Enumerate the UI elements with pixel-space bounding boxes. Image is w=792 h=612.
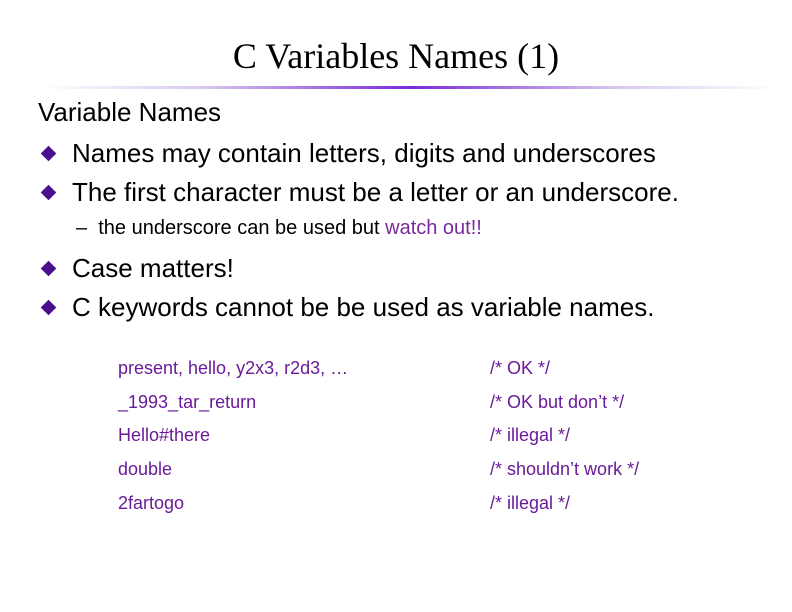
sub-bullet-highlight: watch out!! bbox=[385, 217, 482, 239]
sub-bullet-text: the underscore can be used but bbox=[98, 217, 386, 239]
sub-bullet bbox=[76, 215, 482, 241]
example-name: present, hello, y2x3, r2d3, … bbox=[118, 358, 349, 378]
example-name: double bbox=[118, 459, 173, 479]
example-row bbox=[118, 422, 738, 448]
bullet-text: Names may contain letters, digits and underscores bbox=[72, 138, 656, 168]
diamond-bullet-icon bbox=[41, 185, 57, 201]
example-name: _1993_tar_return bbox=[118, 392, 257, 412]
bullet-text: The first character must be a letter or an underscore. bbox=[72, 177, 679, 207]
example-name: 2fartogo bbox=[118, 493, 185, 513]
title-divider bbox=[40, 86, 780, 89]
bullet-text: Case matters! bbox=[72, 253, 234, 283]
bullet-text: C keywords cannot be be used as variable names. bbox=[72, 292, 655, 322]
diamond-bullet-icon bbox=[41, 261, 57, 277]
sub-bullet-dash: – bbox=[76, 217, 88, 239]
section-heading: Variable Names bbox=[38, 97, 222, 127]
example-comment: /* OK */ bbox=[490, 358, 551, 378]
example-name: Hello#there bbox=[118, 425, 211, 445]
example-comment: /* illegal */ bbox=[490, 425, 571, 445]
example-row bbox=[118, 490, 738, 516]
slide-title: C Variables Names (1) bbox=[232, 36, 560, 76]
example-comment: /* OK but don’t */ bbox=[490, 392, 625, 412]
diamond-bullet-icon bbox=[41, 146, 57, 162]
example-comment: /* shouldn’t work */ bbox=[490, 459, 640, 479]
diamond-bullet-icon bbox=[41, 300, 57, 316]
example-comment: /* illegal */ bbox=[490, 493, 571, 513]
example-row bbox=[118, 355, 738, 381]
example-row bbox=[118, 456, 738, 482]
example-row bbox=[118, 389, 738, 415]
